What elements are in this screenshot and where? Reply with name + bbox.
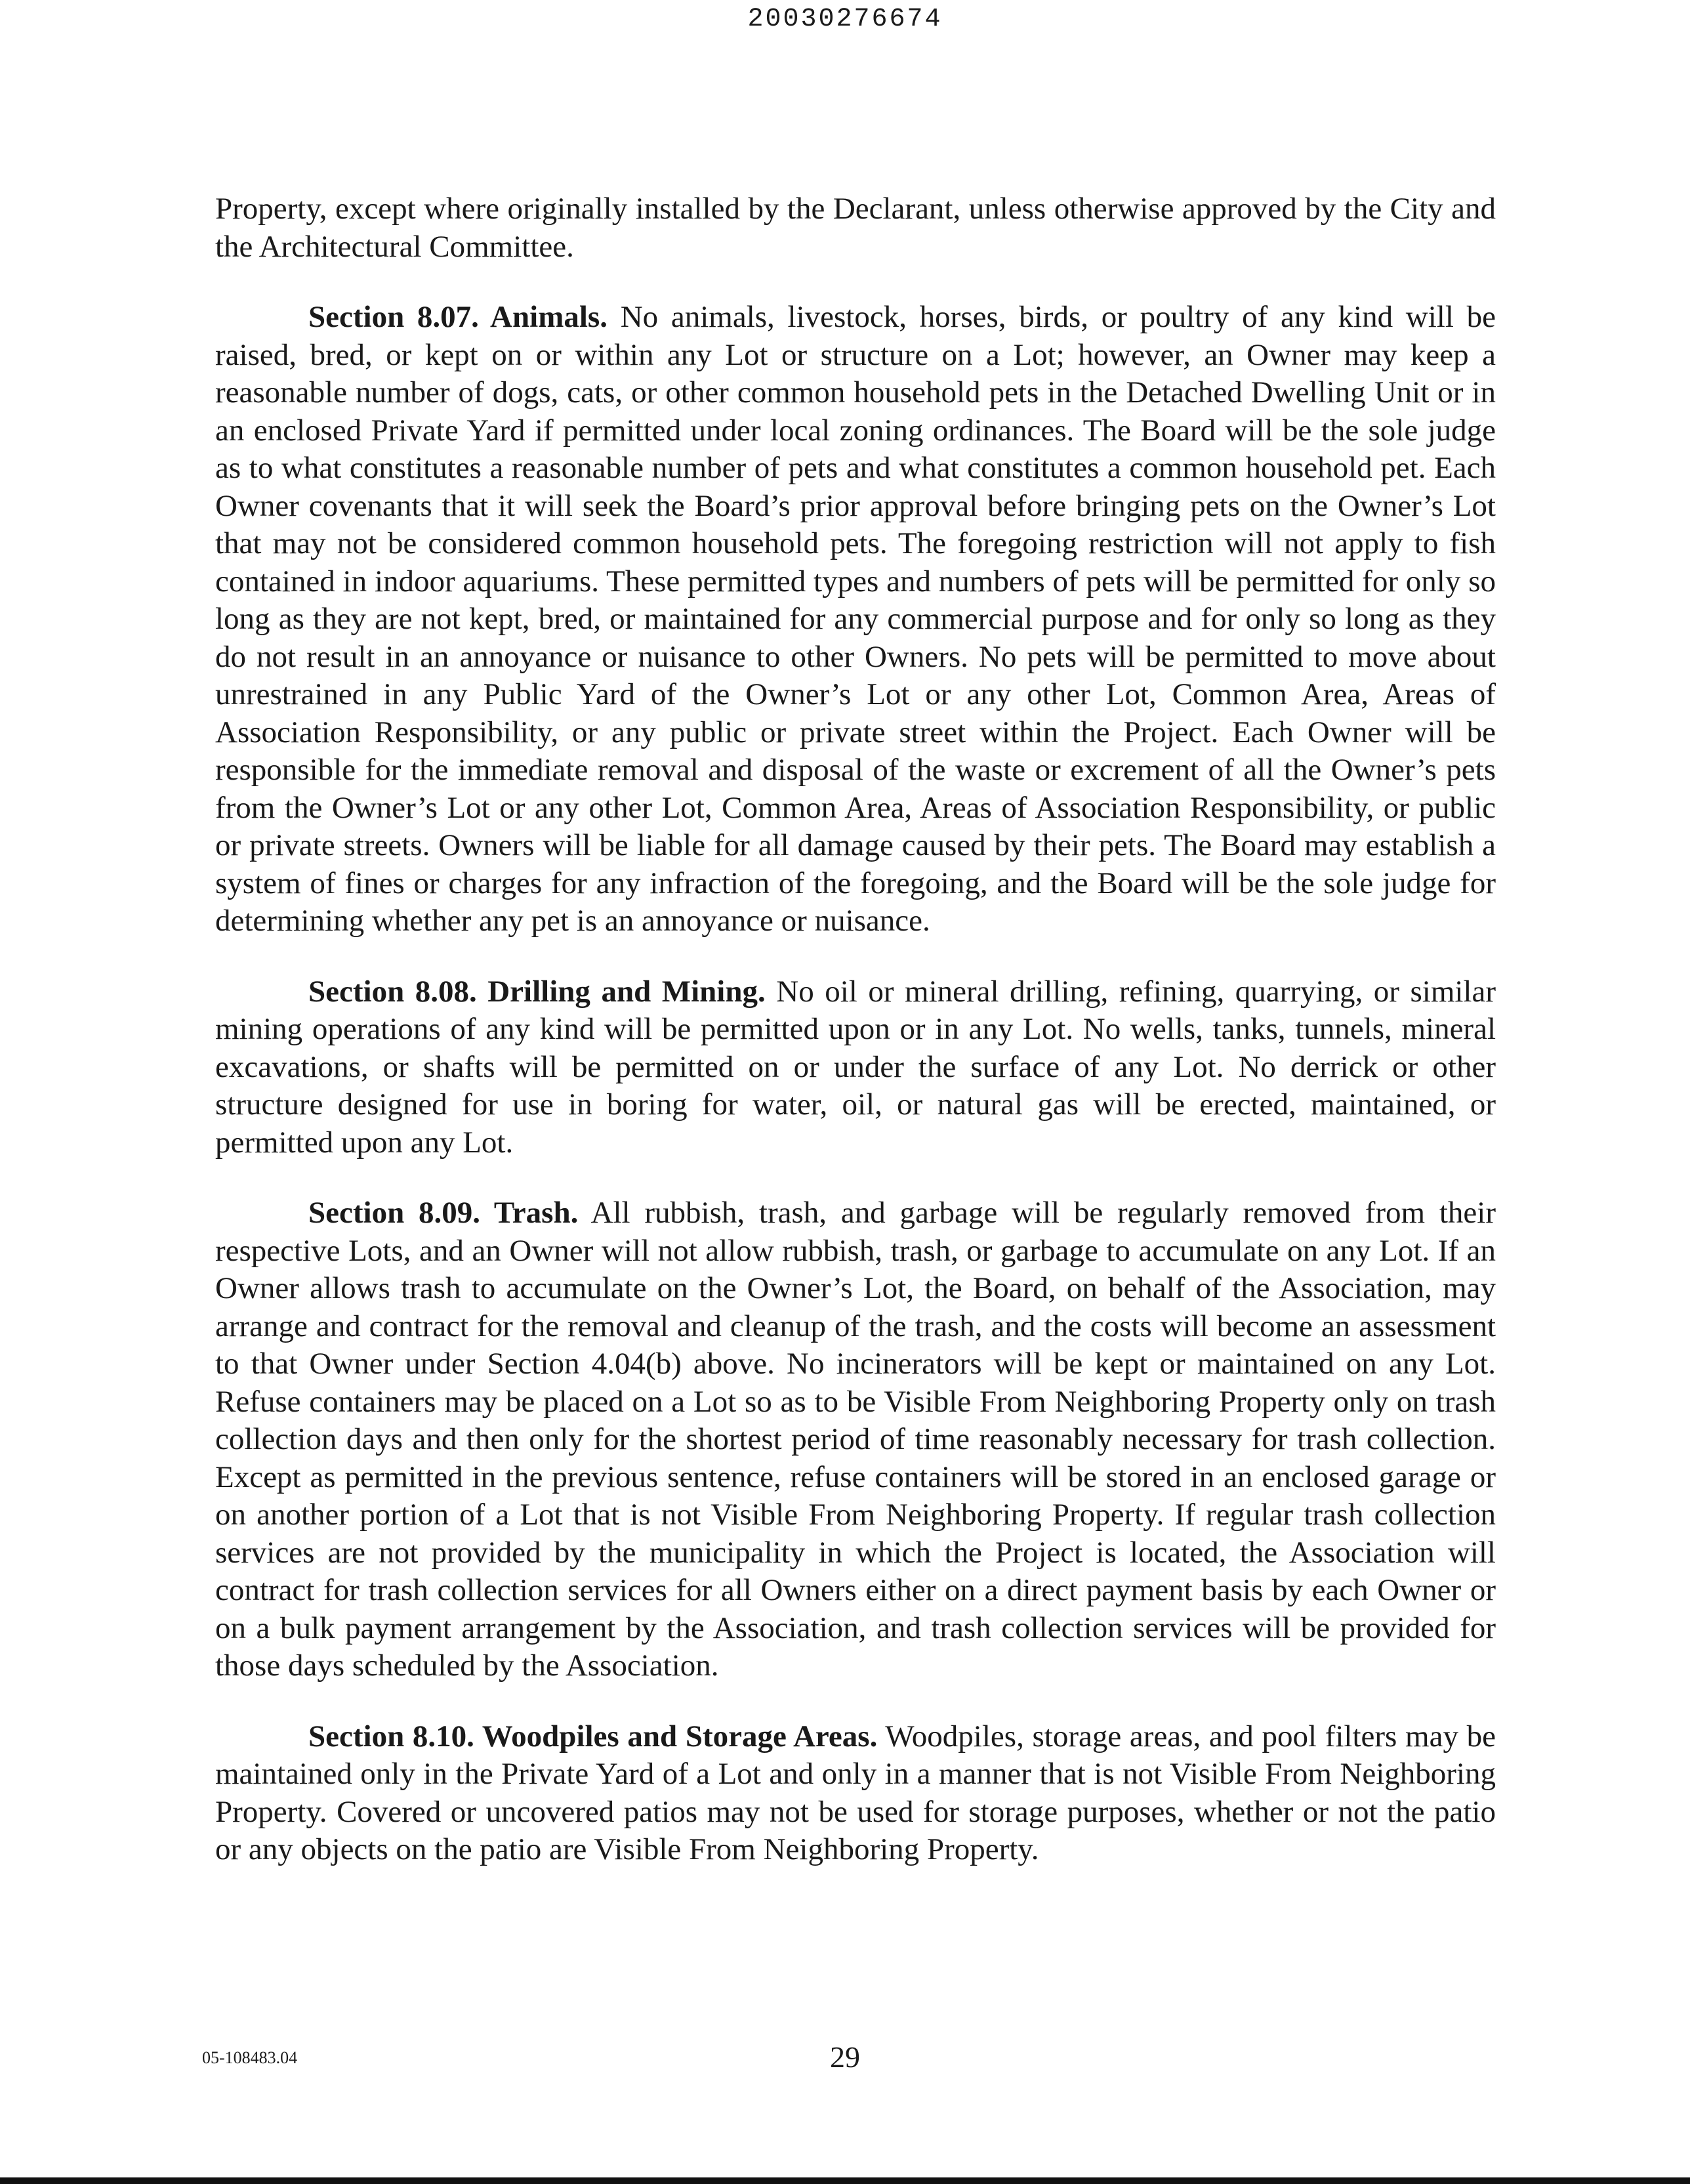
section-text: All rubbish, trash, and garbage will be regularly removed from their respective Lots, and an Owner will not allow rubbish, trash, or garbage to accumulate on any Lot. If an Owner allows trash to accumulate on the Owner’s Lot, the Board, on behalf of the Association, may arrange and contract for the removal and cleanup of the trash, and the costs will become an assessment to that Owner under Section 4.04(b) above. No incinerators will be kept or maintained on any Lot. Refuse containers may be placed on a Lot so as to be Visible From Neighboring Property only on trash collection days and then only for the shortest period of time reasonably necessary for trash collection. Except as permitted in the previous sentence, refuse containers will be stored in an enclosed garage or on another portion of a Lot that is not Visible From Neighboring Property. If regular trash collection services are not provided by the municipality in which the Project is located, the Association will contract for trash collection services for all Owners either on a direct payment basis by each Owner or on a bulk payment arrangement by the Association, and trash collection services will be provided for those days scheduled by the Association. xyxy=(215,1196,1496,1683)
section-text: Woodpiles, storage areas, and pool filters may be maintained only in the Private Yard of a Lot and only in a manner that is not Visible From Neighboring Property. Covered or uncovered patios may not be used for storage purposes, whether or not the patio or any objects on the patio are Visible From Neighboring Property. xyxy=(215,1719,1496,1866)
section-heading: Section 8.09. Trash. xyxy=(308,1196,579,1230)
section-8-09-trash xyxy=(215,1194,1496,1685)
section-8-08-drilling-and-mining xyxy=(215,973,1496,1162)
footer-document-code: 05-108483.04 xyxy=(202,2048,298,2067)
section-text: No oil or mineral drilling, refining, quarrying, or similar mining operations of any kind will be permitted upon or in any Lot. No wells, tanks, tunnels, mineral excavations, or shafts will be permitted on or under the surface of any Lot. No derrick or other structure designed for use in boring for water, oil, or natural gas will be erected, maintained, or permitted upon any Lot. xyxy=(215,974,1496,1160)
document-body xyxy=(215,190,1496,1902)
section-heading: Section 8.08. Drilling and Mining. xyxy=(308,974,766,1009)
section-8-07-animals xyxy=(215,299,1496,940)
footer-page-number: 29 xyxy=(830,2040,860,2074)
paragraph-continuation xyxy=(215,190,1496,266)
paragraph-text: Property, except where originally installed by the Declarant, unless otherwise approved by the City and the Architectural Committee. xyxy=(215,192,1496,264)
section-heading: Section 8.07. Animals. xyxy=(308,300,608,334)
section-heading: Section 8.10. Woodpiles and Storage Areas. xyxy=(308,1719,878,1754)
document-number: 20030276674 xyxy=(747,5,943,34)
section-text: No animals, livestock, horses, birds, or poultry of any kind will be raised, bred, or kept on or within any Lot or structure on a Lot; however, an Owner may keep a reasonable number of dogs, cats, or other common household pets in the Detached Dwelling Unit or in an enclosed Private Yard if permitted under local zoning ordinances. The Board will be the sole judge as to what constitutes a reasonable number of pets and what constitutes a common household pet. Each Owner covenants that it will seek the Board’s prior approval before bringing pets on the Owner’s Lot that may not be considered common household pets. The foregoing restriction will not apply to fish contained in indoor aquariums. These permitted types and numbers of pets will be permitted for only so long as they are not kept, bred, or maintained for any commercial purpose and for only so long as they do not result in an annoyance or nuisance to other Owners. No pets will be permitted to move about unrestrained in any Public Yard of the Owner’s Lot or any other Lot, Common Area, Areas of Association Responsibility, or any public or private street within the Project. Each Owner will be responsible for the immediate removal and disposal of the waste or excrement of all the Owner’s pets from the Owner’s Lot or any other Lot, Common Area, Areas of Association Responsibility, or public or private streets. Owners will be liable for all damage caused by their pets. The Board may establish a system of fines or charges for any infraction of the foregoing, and the Board will be the sole judge for determining whether any pet is an annoyance or nuisance. xyxy=(215,300,1496,938)
section-8-10-woodpiles-and-storage-areas xyxy=(215,1718,1496,1869)
scan-edge-border xyxy=(0,2177,1690,2184)
